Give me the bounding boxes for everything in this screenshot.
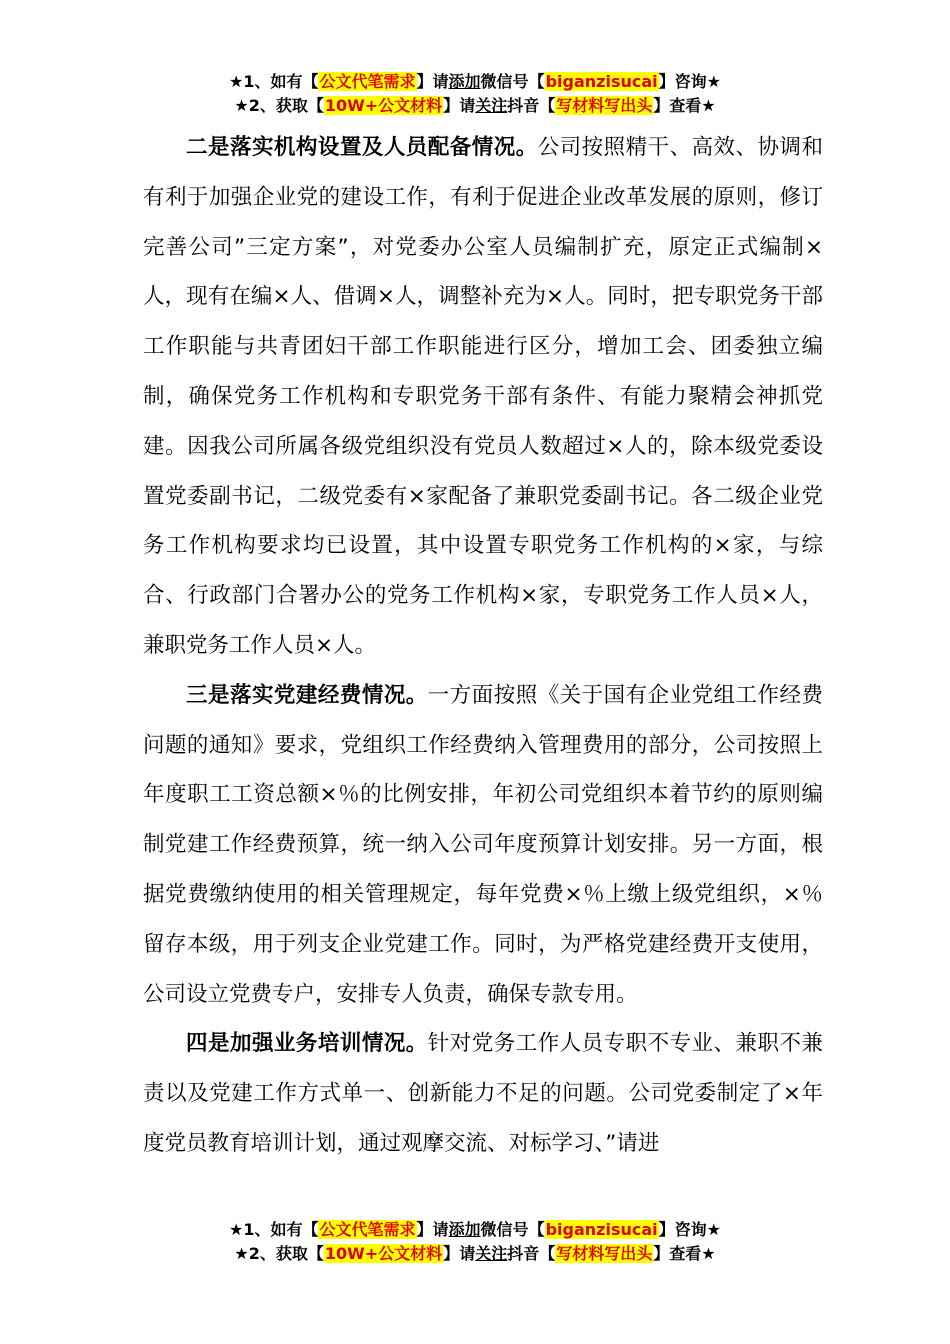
- paragraph-body: 针对党务工作人员专职不专业、兼职不兼责以及党建工作方式单一、创新能力不足的问题。公司党委制定了×年度党员教育培训计划，通过观摩交流、对标学习、”请进: [143, 1031, 823, 1156]
- banner-bracket: 【: [307, 96, 324, 115]
- paragraph-body: 一方面按照《关于国有企业党组工作经费问题的通知》要求，党组织工作经费纳入管理费用的部分，公司按照上年度职工工资总额×％的比例安排，年初公司党组织本着节约的原则编制党建工作经费预算，统一纳入公司年度预算计划安排。另一方面，根据党费缴纳使用的相关管理规定，每年党费×％上缴上级党组织，×％留存本级，用于列支企业党建工作。同时，为严格党建经费开支使用，公司设立党费专户，安排专人负责，确保专款专用。: [143, 682, 823, 1007]
- paragraph-training: [143, 1019, 823, 1168]
- banner-text: 微信号: [480, 72, 529, 91]
- banner-bracket: 【: [539, 96, 556, 115]
- banner-text: 抖音: [507, 1244, 540, 1263]
- banner-highlight: 写材料写出头: [556, 96, 653, 115]
- banner-text: 请: [459, 1244, 476, 1263]
- banner-text: 抖音: [507, 96, 540, 115]
- banner-text: 微信号: [480, 1220, 529, 1239]
- banner-underlined-text: 关注: [475, 1244, 508, 1263]
- banner-highlight: 10W+公文材料: [324, 1244, 443, 1263]
- banner-text: 请: [432, 72, 449, 91]
- paragraph-institution-staffing: [143, 123, 823, 671]
- paragraph-body: 公司按照精干、高效、协调和有利于加强企业党的建设工作，有利于促进企业改革发展的原则，修订完善公司”三定方案”，对党委办公室人员编制扩充，原定正式编制×人，现有在编×人、借调×人，调整补充为×人。同时，把专职党务干部工作职能与共青团妇干部工作职能进行区分，增加工会、团委独立编制，确保党务工作机构和专职党务干部有条件、有能力聚精会神抓党建。因我公司所属各级党组织没有党员人数超过×人的，除本级党委设置党委副书记，二级党委有×家配备了兼职党委副书记。各二级企业党务工作机构要求均已设置，其中设置专职党务工作机构的×家，与综合、行政部门合署办公的党务工作机构×家，专职党务工作人员×人，兼职党务工作人员×人。: [143, 135, 823, 658]
- paragraph-lead: 二是落实机构设置及人员配备情况。: [186, 135, 538, 160]
- banner-bracket: 【: [302, 1220, 319, 1239]
- banner-bracket: 【: [539, 1244, 556, 1263]
- banner-highlight: 10W+公文材料: [324, 96, 443, 115]
- paragraph-lead: 四是加强业务培训情况。: [186, 1031, 428, 1057]
- banner-underlined-text: 添加: [448, 72, 481, 91]
- paragraph-party-funding: [143, 671, 823, 1020]
- banner-line-1: [0, 1218, 950, 1242]
- banner-bracket: 】: [658, 72, 675, 91]
- banner-line-1: [0, 70, 950, 94]
- document-body: [143, 123, 823, 1169]
- banner-bracket: 【: [307, 1244, 324, 1263]
- banner-highlight: 公文代笔需求: [319, 1220, 416, 1239]
- banner-text: 请: [432, 1220, 449, 1239]
- banner-bracket: 【: [528, 72, 545, 91]
- banner-text: 咨询★: [674, 1220, 722, 1239]
- banner-underlined-text: 关注: [475, 96, 508, 115]
- banner-bracket: 【: [528, 1220, 545, 1239]
- banner-highlight: biganzisucai: [545, 72, 658, 91]
- banner-underlined-text: 添加: [448, 1220, 481, 1239]
- banner-bracket: 】: [416, 72, 433, 91]
- banner-text: 请: [459, 96, 476, 115]
- banner-highlight: 写材料写出头: [556, 1244, 653, 1263]
- banner-text: ★1、如有: [228, 72, 303, 91]
- banner-text: 查看★: [669, 1244, 716, 1263]
- banner-bracket: 】: [416, 1220, 433, 1239]
- banner-bracket: 】: [653, 96, 670, 115]
- banner-text: ★1、如有: [228, 1220, 303, 1239]
- banner-highlight: biganzisucai: [545, 1220, 658, 1239]
- banner-bracket: 】: [443, 1244, 460, 1263]
- banner-text: 查看★: [669, 96, 716, 115]
- banner-bracket: 】: [443, 96, 460, 115]
- footer-banner: [0, 1218, 950, 1266]
- banner-bracket: 】: [653, 1244, 670, 1263]
- banner-text: ★2、获取: [234, 1244, 308, 1263]
- banner-text: ★2、获取: [234, 96, 308, 115]
- banner-bracket: 【: [302, 72, 319, 91]
- header-banner: [0, 70, 950, 118]
- banner-text: 咨询★: [674, 72, 722, 91]
- banner-bracket: 】: [658, 1220, 675, 1239]
- banner-line-2: [0, 1242, 950, 1266]
- banner-highlight: 公文代笔需求: [319, 72, 416, 91]
- paragraph-lead: 三是落实党建经费情况。: [186, 682, 428, 708]
- banner-line-2: [0, 94, 950, 118]
